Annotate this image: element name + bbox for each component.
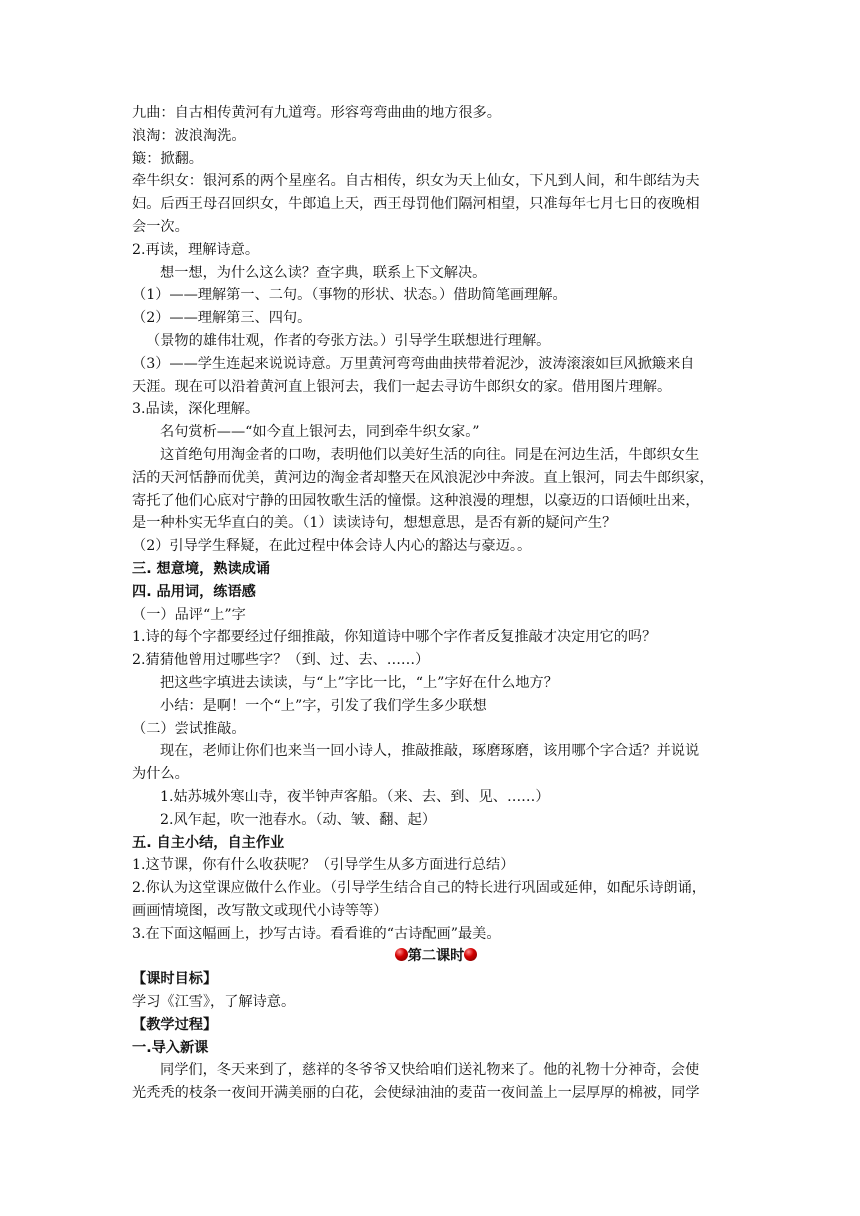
text-line: 画画情境图，改写散文或现代小诗等等） (132, 902, 388, 919)
text-line: 天涯。现在可以沿着黄河直上银河去，我们一起去寻访牛郎织女的家。借用图片理解。 (132, 378, 672, 395)
text-line: （二）尝试推敲。 (132, 720, 246, 737)
text-line: 把这些字填进去读读，与“上”字比一比，“上”字好在什么地方？ (160, 674, 558, 691)
section-heading: 三. 想意境，熟读成诵 (132, 560, 271, 577)
text-line: 为什么。 (132, 766, 189, 783)
text-line: （景物的雄伟壮观，作者的夸张方法。）引导学生联想进行理解。 (146, 332, 551, 349)
text-line: 1.诗的每个字都要经过仔细推敲，你知道诗中哪个字作者反复推敲才决定用它的吗？ (132, 629, 657, 646)
text-line: 簸：掀翻。 (132, 150, 203, 167)
text-line: 1.姑苏城外寒山寺，夜半钟声客船。（来、去、到、见、……） (160, 788, 550, 805)
section-heading: 【课时目标】 (132, 971, 218, 988)
section-heading: 五. 自主小结，自主作业 (132, 834, 285, 851)
text-line: 小结：是啊！一个“上”字，引发了我们学生多少联想 (160, 697, 487, 714)
text-line: （2）——理解第三、四句。 (132, 310, 312, 327)
red-ball-icon (395, 948, 408, 961)
section-heading: 四. 品用词，练语感 (132, 583, 256, 600)
text-line: 会一次。 (132, 218, 189, 235)
text-line: 现在，老师让你们也来当一回小诗人，推敲推敲，琢磨琢磨，该用哪个字合适？并说说 (160, 743, 700, 760)
text-line: （2）引导学生释疑，在此过程中体会诗人内心的豁达与豪迈。。 (132, 538, 532, 555)
red-ball-icon (464, 948, 477, 961)
text-line: 浪淘：波浪淘洗。 (132, 127, 246, 144)
text-line: 学习《江雪》，了解诗意。 (132, 994, 296, 1011)
text-line: 同学们，冬天来到了，慈祥的冬爷爷又快给咱们送礼物来了。他的礼物十分神奇，会使 (160, 1062, 700, 1079)
text-line: 牵牛织女：银河系的两个星座名。自古相传，织女为天上仙女，下凡到人间，和牛郎结为夫 (132, 173, 700, 190)
text-line: 妇。后西王母召回织女，牛郎追上天，西王母罚他们隔河相望，只准每年七月七日的夜晚相 (132, 196, 700, 213)
text-line: 这首绝句用淘金者的口吻，表明他们以美好生活的向往。同是在河边生活，牛郎织女生 (160, 446, 700, 463)
lesson-title-text: 第二课时 (407, 948, 465, 965)
text-line: 2.风乍起，吹一池春水。（动、皱、翻、起） (160, 811, 437, 828)
text-line: 是一种朴实无华直白的美。（1）读读诗句，想想意思，是否有新的疑问产生？ (132, 515, 617, 532)
text-line: 九曲：自古相传黄河有九道弯。形容弯弯曲曲的地方很多。 (132, 105, 501, 121)
document-page (132, 102, 740, 1105)
text-line: 3.品读，深化理解。 (132, 401, 260, 418)
section-heading: 一.导入新课 (132, 1039, 209, 1056)
text-line: （3）——学生连起来说说诗意。万里黄河弯弯曲曲挟带着泥沙，波涛滚滚如巨风掀簸来自 (132, 355, 695, 372)
text-line: 2.你认为这堂课应做什么作业。（引导学生结合自己的特长进行巩固或延伸，如配乐诗朗诵， (132, 880, 706, 897)
lesson-title (132, 945, 740, 968)
section-heading: 【教学过程】 (132, 1016, 218, 1033)
text-line: 想一想，为什么这么读？查字典，联系上下文解决。 (160, 264, 487, 281)
text-line: 2.猜猜他曾用过哪些字？（到、过、去、……） (132, 652, 430, 669)
text-line: 名句赏析——“如今直上银河去，同到牵牛织女家。” (160, 424, 480, 441)
text-line: 光秃秃的枝条一夜间开满美丽的白花，会使绿油油的麦苗一夜间盖上一层厚厚的棉被，同学 (132, 1085, 700, 1102)
text-line: （一）品评“上”字 (132, 606, 246, 623)
text-line: 活的天河恬静而优美，黄河边的淘金者却整天在风浪泥沙中奔波。直上银河，同去牛郎织家， (132, 469, 714, 486)
text-line: 3.在下面这幅画上，抄写古诗。看看谁的“古诗配画”最美。 (132, 925, 501, 942)
text-line: 2.再读，理解诗意。 (132, 241, 260, 258)
text-line: 1.这节课，你有什么收获呢？（引导学生从多方面进行总结） (132, 857, 515, 874)
text-line: 寄托了他们心底对宁静的田园牧歌生活的憧憬。这种浪漫的理想，以豪迈的口语倾吐出来， (132, 492, 700, 509)
text-line: （1）——理解第一、二句。（事物的形状、状态。）借助简笔画理解。 (132, 287, 567, 304)
